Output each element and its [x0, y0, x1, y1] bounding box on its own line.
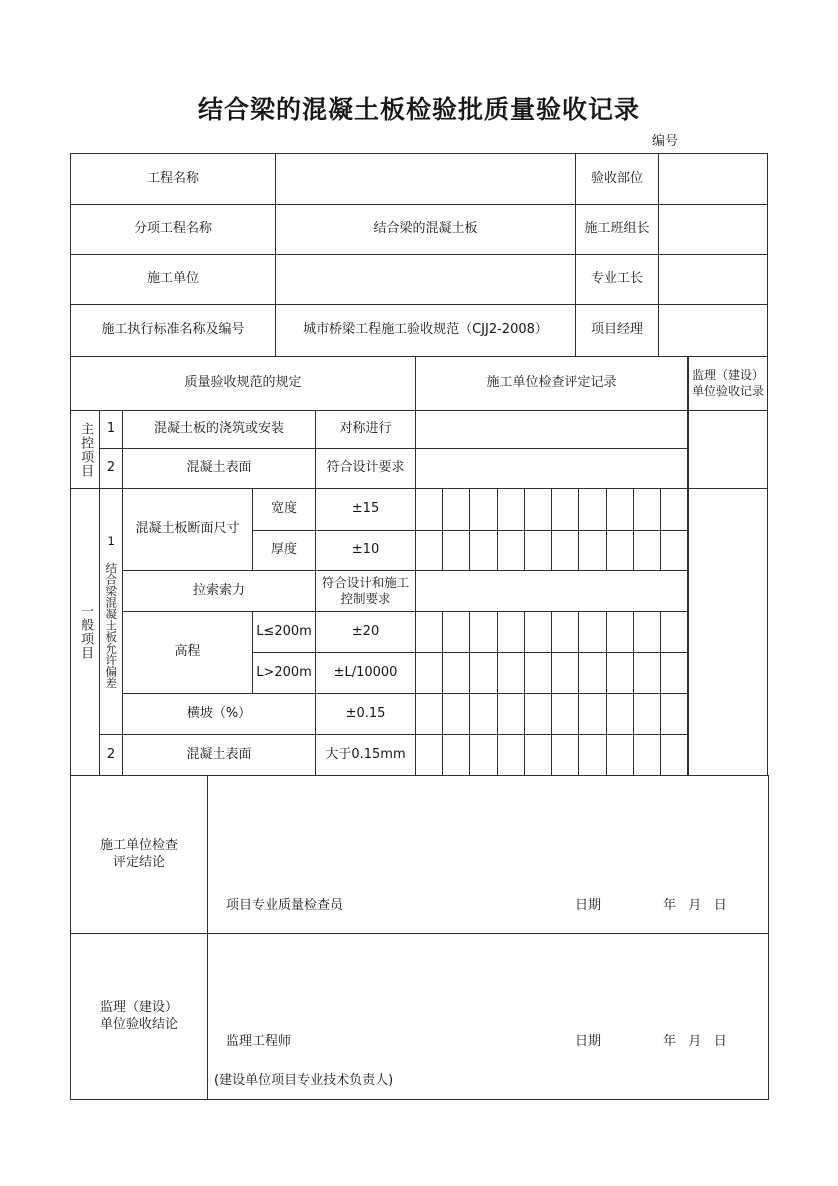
record-cell[interactable] [633, 652, 661, 694]
general-cable-force-requirement [315, 570, 416, 612]
record-cell[interactable] [524, 734, 552, 776]
general-width-tolerance: ±15 [315, 488, 416, 531]
main-item-1-record-cell[interactable] [415, 410, 688, 449]
section-main-control-label: 主控项目 [70, 410, 100, 489]
record-cell[interactable] [551, 488, 579, 531]
main-item-1-number: 1 [99, 410, 123, 449]
conclusion-construction-body[interactable] [207, 775, 769, 934]
record-cell[interactable] [524, 611, 552, 653]
general-cable-force-requirement-text: 符合设计和施工控制要求 [321, 575, 410, 606]
conclusion-supervision-body[interactable] [207, 933, 769, 1100]
record-cell[interactable] [442, 652, 470, 694]
info-label-construction-unit: 施工单位 [70, 254, 276, 305]
main-item-2-requirement: 符合设计要求 [315, 448, 416, 489]
record-cell[interactable] [633, 734, 661, 776]
section-general-label: 一般项目 [70, 488, 100, 776]
record-cell[interactable] [442, 693, 470, 735]
record-cell[interactable] [633, 611, 661, 653]
info-label-project-manager: 项目经理 [575, 304, 659, 357]
record-cell[interactable] [415, 611, 443, 653]
record-cell[interactable] [415, 530, 443, 571]
construction-date-blank: 年 月 日 [663, 898, 727, 913]
record-cell[interactable] [578, 734, 607, 776]
main-item-1-requirement: 对称进行 [315, 410, 416, 449]
acceptance-record-table [70, 153, 768, 1100]
record-cell[interactable] [578, 488, 607, 531]
conclusion-construction-label-text: 施工单位检查评定结论 [99, 838, 178, 870]
record-cell[interactable] [551, 693, 579, 735]
record-cell[interactable] [497, 652, 525, 694]
record-cell[interactable] [469, 488, 498, 531]
info-label-professional-foreman: 专业工长 [575, 254, 659, 305]
construction-signer-label: 项目专业质量检查员 [226, 898, 344, 913]
record-cell[interactable] [551, 734, 579, 776]
general-width-sub: 宽度 [252, 488, 316, 531]
info-value-crew-leader[interactable] [658, 204, 768, 255]
record-cell[interactable] [578, 530, 607, 571]
main-item-2-number: 2 [99, 448, 123, 489]
header-spec-requirements: 质量验收规范的规定 [70, 356, 416, 411]
record-cell[interactable] [551, 652, 579, 694]
general-elevation-name: 高程 [122, 611, 253, 694]
supervision-signer-label: 监理工程师 [226, 1034, 292, 1049]
record-cell[interactable] [606, 652, 634, 694]
general-group-label: 1 结合梁混凝土板允许偏差 [99, 488, 123, 735]
general-elevation-sub-2: L>200m [252, 652, 316, 694]
record-cell[interactable] [660, 652, 688, 694]
main-item-1-name: 混凝土板的浇筑或安装 [122, 410, 316, 449]
record-cell[interactable] [469, 734, 498, 776]
supervision-record-general-cell[interactable] [687, 488, 768, 776]
record-cell[interactable] [442, 488, 470, 531]
record-cell[interactable] [660, 488, 688, 531]
general-thickness-sub: 厚度 [252, 530, 316, 571]
record-cell[interactable] [524, 530, 552, 571]
record-cell[interactable] [415, 488, 443, 531]
record-cell[interactable] [497, 530, 525, 571]
construction-date-label: 日期 [575, 898, 602, 913]
info-label-acceptance-part: 验收部位 [575, 153, 659, 205]
conclusion-supervision-label [70, 933, 208, 1100]
general-elevation-tolerance-2: ±L/10000 [315, 652, 416, 694]
record-cell[interactable] [497, 693, 525, 735]
info-label-project-name: 工程名称 [70, 153, 276, 205]
info-value-project-name[interactable] [275, 153, 576, 205]
record-cell[interactable] [660, 734, 688, 776]
info-label-execution-standard: 施工执行标准名称及编号 [70, 304, 276, 357]
record-cell[interactable] [469, 693, 498, 735]
page-title: 结合梁的混凝土板检验批质量验收记录 [197, 95, 640, 124]
record-cell[interactable] [497, 488, 525, 531]
record-cell[interactable] [578, 693, 607, 735]
record-cell[interactable] [606, 530, 634, 571]
general-elevation-tolerance-1: ±20 [315, 611, 416, 653]
record-cell[interactable] [578, 652, 607, 694]
general-cable-force-name: 拉索索力 [122, 570, 316, 612]
record-cell[interactable] [660, 611, 688, 653]
general-cross-slope-name: 横坡（%） [122, 693, 316, 735]
record-cell[interactable] [415, 734, 443, 776]
record-cell[interactable] [606, 734, 634, 776]
main-item-2-record-cell[interactable] [415, 448, 688, 489]
main-item-2-name: 混凝土表面 [122, 448, 316, 489]
record-cell[interactable] [633, 488, 661, 531]
record-cell[interactable] [497, 611, 525, 653]
info-value-construction-unit[interactable] [275, 254, 576, 305]
record-cell[interactable] [551, 530, 579, 571]
info-value-subproject-name: 结合梁的混凝土板 [275, 204, 576, 255]
record-cell[interactable] [606, 488, 634, 531]
record-cell[interactable] [633, 530, 661, 571]
supervision-record-main-cell[interactable] [687, 410, 768, 489]
record-cell[interactable] [578, 611, 607, 653]
general-item-2-name: 混凝土表面 [122, 734, 316, 776]
record-cell[interactable] [497, 734, 525, 776]
record-cell[interactable] [660, 693, 688, 735]
header-check-record: 施工单位检查评定记录 [415, 356, 688, 411]
record-cell[interactable] [660, 530, 688, 571]
record-cell[interactable] [415, 693, 443, 735]
supervision-note: (建设单位项目专业技术负责人) [214, 1073, 394, 1088]
info-value-execution-standard: 城市桥梁工程施工验收规范（CJJ2-2008） [275, 304, 576, 357]
record-cell[interactable] [469, 611, 498, 653]
general-section-size-name: 混凝土板断面尺寸 [122, 488, 253, 571]
record-cell[interactable] [415, 652, 443, 694]
general-cable-force-record-cell[interactable] [415, 570, 688, 612]
header-supervision-record-text: 监理（建设）单位验收记录 [692, 367, 765, 398]
general-item-2-requirement: 大于0.15mm [315, 734, 416, 776]
record-cell[interactable] [606, 693, 634, 735]
record-cell[interactable] [469, 652, 498, 694]
record-cell[interactable] [442, 611, 470, 653]
supervision-date-blank: 年 月 日 [663, 1034, 727, 1049]
record-cell[interactable] [524, 652, 552, 694]
record-cell[interactable] [524, 693, 552, 735]
record-cell[interactable] [551, 611, 579, 653]
conclusion-supervision-label-text: 监理（建设）单位验收结论 [99, 1000, 178, 1032]
document-number-label: 编号 [652, 134, 679, 149]
info-value-professional-foreman[interactable] [658, 254, 768, 305]
record-cell[interactable] [633, 693, 661, 735]
info-label-subproject-name: 分项工程名称 [70, 204, 276, 255]
record-cell[interactable] [469, 530, 498, 571]
record-cell[interactable] [606, 611, 634, 653]
conclusion-construction-label [70, 775, 208, 934]
info-label-crew-leader: 施工班组长 [575, 204, 659, 255]
record-cell[interactable] [442, 734, 470, 776]
general-item-2-number: 2 [99, 734, 123, 776]
general-thickness-tolerance: ±10 [315, 530, 416, 571]
info-value-acceptance-part[interactable] [658, 153, 768, 205]
record-cell[interactable] [442, 530, 470, 571]
supervision-date-label: 日期 [575, 1034, 602, 1049]
record-cell[interactable] [524, 488, 552, 531]
general-cross-slope-tolerance: ±0.15 [315, 693, 416, 735]
info-value-project-manager[interactable] [658, 304, 768, 357]
header-supervision-record [687, 356, 768, 411]
general-elevation-sub-1: L≤200m [252, 611, 316, 653]
